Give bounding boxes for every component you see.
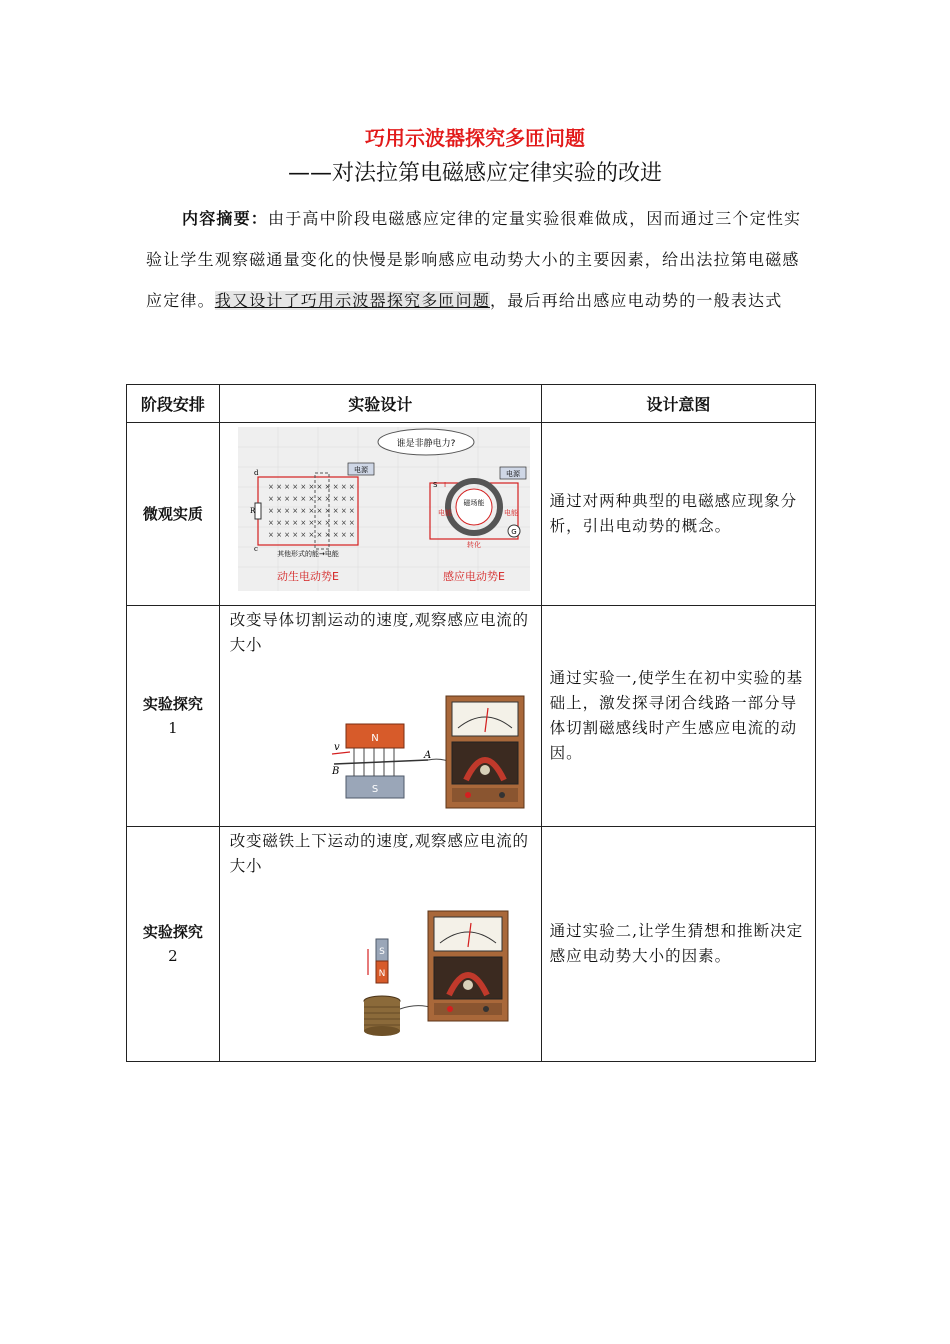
point-a: A: [423, 750, 431, 761]
document-title: 巧用示波器探究多匝问题: [365, 126, 585, 150]
magnet-coil-figure: [348, 909, 512, 1041]
svg-text:× × × × × × × × × × ×: × × × × × × × × × × ×: [267, 507, 355, 515]
label-right: 感应电动势E: [442, 570, 505, 583]
table-row: [127, 606, 816, 827]
abstract-label: 内容摘要：: [182, 209, 269, 228]
abstract-text-end: ，最后再给出感应电动势的一般表达式: [490, 291, 783, 310]
stage-label: 实验探究: [142, 695, 203, 713]
caption-left: 其他形式的能→电能: [276, 550, 339, 558]
letter-s: S: [432, 481, 438, 489]
stage-number: 1: [168, 719, 178, 737]
table-row: [127, 423, 816, 606]
point-b: B: [331, 766, 340, 777]
design-text: 改变导体切割运动的速度,观察感应电流的大小: [229, 611, 529, 654]
header-stage: 阶段安排: [127, 385, 220, 423]
galvanometer-label: G: [511, 528, 517, 536]
svg-text:× × × × × × × × × × ×: × × × × × × × × × × ×: [267, 483, 355, 491]
design-text: 改变磁铁上下运动的速度,观察感应电流的大小: [229, 832, 529, 875]
label-left: 动生电动势E: [276, 570, 339, 583]
emf-diagram: [238, 427, 530, 591]
abstract-paragraph: [146, 198, 814, 321]
stage-cell: [127, 423, 220, 606]
magnet-s-2: S: [378, 947, 385, 957]
header-intent: 设计意图: [541, 385, 815, 423]
intent-text: 通过实验一,使学生在初中实验的基础上，激发探寻闭合线路一部分导体切割磁感线时产生感应电流的动因。: [549, 669, 804, 762]
svg-text:× × × × × × × × × × ×: × × × × × × × × × × ×: [267, 531, 355, 539]
abstract-highlight: 我又设计了巧用示波器探究多匝问题: [214, 291, 491, 310]
document-subtitle: ——对法拉第电磁感应定律实验的改进: [287, 161, 662, 186]
intent-text: 通过对两种典型的电磁感应现象分析，引出电动势的概念。: [549, 492, 798, 535]
header-design: 实验设计: [219, 385, 541, 423]
stage-label: 实验探究: [142, 923, 203, 941]
stage-cell: [127, 827, 220, 1062]
bubble-text: 谁是非静电力?: [396, 439, 456, 449]
cutting-experiment-figure: [328, 694, 528, 810]
intent-cell: [541, 827, 815, 1062]
left-side-label: 电能: [437, 509, 452, 517]
letter-d: d: [253, 469, 259, 477]
magnet-n: N: [370, 733, 379, 744]
intent-cell: [541, 423, 815, 606]
svg-text:× × × × × × × × × × ×: × × × × × × × × × × ×: [267, 519, 355, 527]
bottom-label: 转化: [466, 541, 481, 549]
design-cell: [219, 606, 541, 827]
design-cell: [219, 423, 541, 606]
design-cell: [219, 827, 541, 1062]
power-left: 电源: [353, 466, 368, 474]
power-right: 电源: [505, 470, 520, 478]
letter-r: R: [249, 507, 256, 515]
ring-label: 磁场能: [463, 499, 485, 507]
letter-i: I: [443, 481, 446, 489]
abstract-text: 由于高中阶段电磁感应定律的定量实验很难做成，因而通过三个定性实验让学生观察磁通量变化的快慢是影响感应电动势大小的主要因素，给出法拉第电磁感应定律。: [146, 209, 802, 310]
experiment-table: [126, 384, 816, 1062]
table-header-row: [127, 385, 816, 423]
svg-text:× × × × × × × × × × ×: × × × × × × × × × × ×: [267, 495, 355, 503]
intent-text: 通过实验二,让学生猜想和推断决定感应电动势大小的因素。: [549, 922, 804, 965]
velocity-label: v: [333, 742, 340, 753]
stage-label: 微观实质: [142, 505, 203, 523]
right-side-label: 电能: [503, 509, 518, 517]
stage-number: 2: [168, 947, 178, 965]
letter-c: c: [253, 545, 258, 553]
table-row: [127, 827, 816, 1062]
magnet-s: S: [371, 784, 378, 795]
magnet-n-2: N: [378, 969, 386, 979]
stage-cell: [127, 606, 220, 827]
intent-cell: [541, 606, 815, 827]
